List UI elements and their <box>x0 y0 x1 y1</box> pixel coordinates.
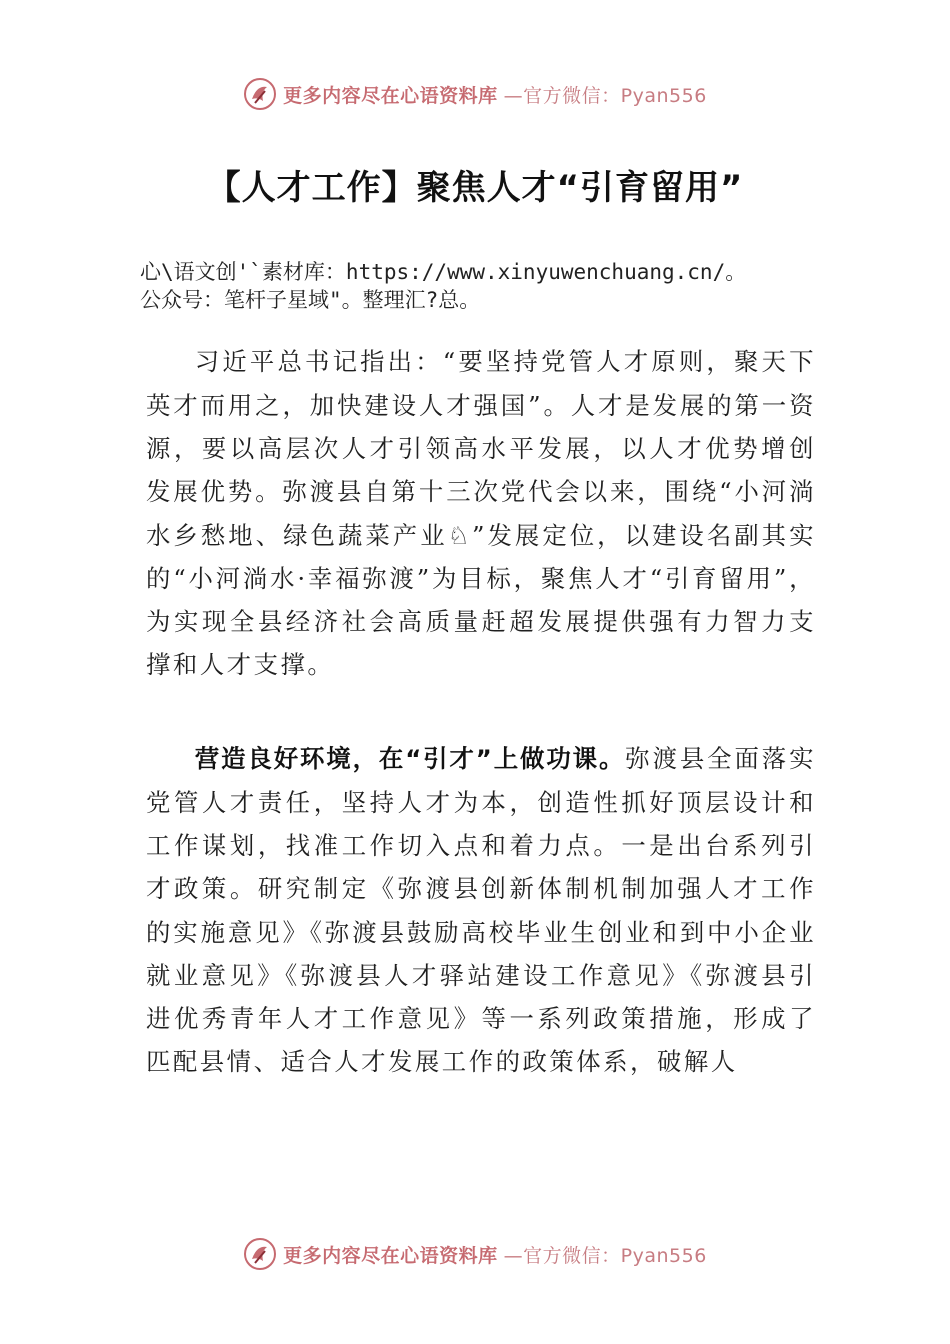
source-line-1: 心\语文创'`素材库：https://www.xinyuwenchuang.cn/。 <box>140 260 747 284</box>
watermark-brand: 更多内容尽在心语资料库 <box>283 84 498 107</box>
calligraphy-seal-icon <box>243 1237 277 1271</box>
document-title: 【人才工作】聚焦人才“引育留用” <box>206 168 744 208</box>
footer-watermark <box>0 1237 950 1271</box>
calligraphy-seal-icon <box>243 77 277 111</box>
watermark-contact: —官方微信：Pyan556 <box>503 84 707 107</box>
paragraph-body: 弥渡县全面落实党管人才责任，坚持人才为本，创造性抓好顶层设计和工作谋划，找准工作切入点和着力点。一是出台系列引才政策。研究制定《弥渡县创新体制机制加强人才工作的实施意见》《弥渡县鼓励高校毕业生创业和到中小企业就业意见》《弥渡县人才驿站建设工作意见》《弥渡县引进优秀青年人才工作意见》等一系列政策措施，形成了匹配县情、适合人才发展工作的政策体系，破解人 <box>146 744 816 1077</box>
header-watermark <box>0 77 950 111</box>
paragraph-recruitment <box>146 737 816 1083</box>
paragraph-intro: 习近平总书记指出：“要坚持党管人才原则，聚天下英才而用之，加快建设人才强国”。人才是发展的第一资源，要以高层次人才引领高水平发展，以人才优势增创发展优势。弥渡县自第十三次党代会以来，围绕“小河淌水乡愁地、绿色蔬菜产业♘”发展定位，以建设名副其实的“小河淌水·幸福弥渡”为目标，聚焦人才“引育留用”，为实现全县经济社会高质量赶超发展提供强有力智力支撑和人才支撑。 <box>146 347 816 680</box>
source-note <box>140 258 920 314</box>
watermark-contact: —官方微信：Pyan556 <box>503 1244 707 1267</box>
watermark-brand: 更多内容尽在心语资料库 <box>283 1244 498 1267</box>
paragraph-lead-heading: 营造良好环境，在“引才”上做功课。 <box>194 744 626 774</box>
source-line-2: 公众号：笔杆子星域"。整理汇?总。 <box>140 288 481 312</box>
